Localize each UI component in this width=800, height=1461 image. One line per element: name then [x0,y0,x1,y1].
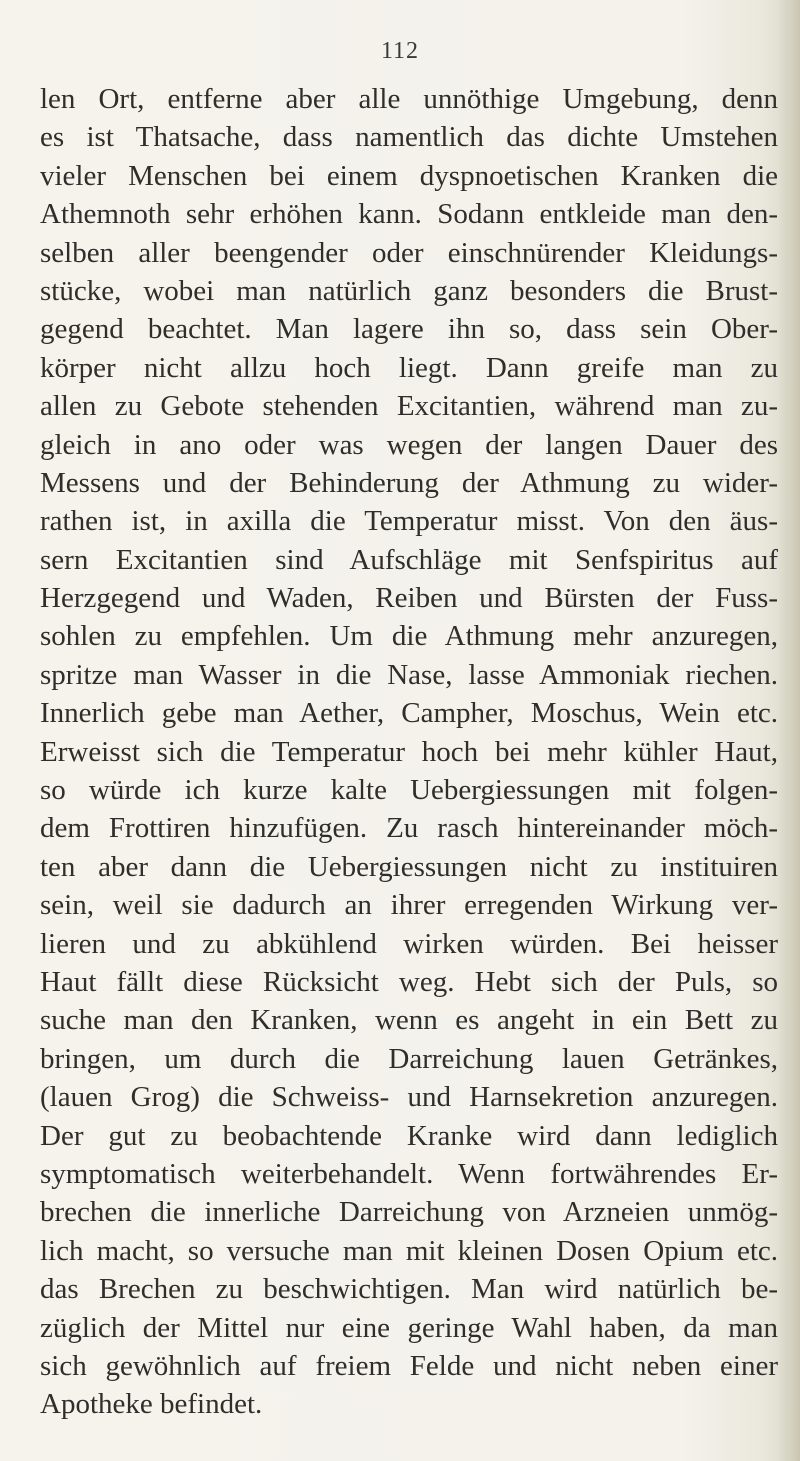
text-line: vieler Menschen bei einem dyspnoetischen Kranken die [40,159,778,192]
body-text [40,80,778,1424]
text-line: len Ort, entferne aber alle unnöthige Umgebung, denn [40,83,778,115]
text-line: Messens und der Behinderung der Athmung zu wider- [40,466,778,499]
text-line: symptomatisch weiterbehandelt. Wenn fortwährendes Er- [40,1157,778,1190]
text-line: es ist Thatsache, dass namentlich das dichte Umstehen [40,121,778,154]
text-line: allen zu Gebote stehenden Excitantien, während man zu- [40,390,778,423]
page-number: 112 [380,38,420,64]
text-line: lieren und zu abkühlend wirken würden. Bei heisser [40,927,778,960]
text-line: (lauen Grog) die Schweiss- und Harnsekretion anzuregen. [40,1081,778,1114]
text-line: selben aller beengender oder einschnürender Kleidungs- [40,236,778,269]
text-line: ten aber dann die Uebergiessungen nicht zu instituiren [40,850,778,883]
text-line: suche man den Kranken, wenn es angeht in ein Bett zu [40,1004,778,1037]
text-line: Athemnoth sehr erhöhen kann. Sodann entkleide man den- [40,198,778,231]
text-line: körper nicht allzu hoch liegt. Dann greife man zu [40,351,778,384]
text-line: Herzgegend und Waden, Reiben und Bürsten der Fuss- [40,582,778,615]
text-line: Erweisst sich die Temperatur hoch bei mehr kühler Haut, [40,735,778,768]
text-line: gegend beachtet. Man lagere ihn so, dass sein Ober- [40,313,778,346]
text-line: Innerlich gebe man Aether, Campher, Moschus, Wein etc. [40,697,778,730]
text-line: Der gut zu beobachtende Kranke wird dann lediglich [40,1119,778,1152]
text-line: spritze man Wasser in die Nase, lasse Ammoniak riechen. [40,658,778,691]
text-line: rathen ist, in axilla die Temperatur misst. Von den äus- [40,505,778,538]
text-line: Apotheke befindet. [40,1388,263,1421]
text-line: Haut fällt diese Rücksicht weg. Hebt sich der Puls, so [40,965,778,998]
text-line: sern Excitantien sind Aufschläge mit Senfspiritus auf [40,543,778,576]
text-line: lich macht, so versuche man mit kleinen Dosen Opium etc. [40,1234,778,1267]
page-edge-shadow [778,0,800,1461]
text-line: bringen, um durch die Darreichung lauen Getränkes, [40,1042,778,1075]
text-line: züglich der Mittel nur eine geringe Wahl haben, da man [40,1311,778,1344]
text-line: das Brechen zu beschwichtigen. Man wird natürlich be- [40,1273,778,1306]
text-line: gleich in ano oder was wegen der langen Dauer des [40,428,778,461]
text-line: stücke, wobei man natürlich ganz besonders die Brust- [40,274,778,307]
text-line: sich gewöhnlich auf freiem Felde und nicht neben einer [40,1349,778,1382]
text-line: sein, weil sie dadurch an ihrer erregenden Wirkung ver- [40,889,778,922]
text-line: so würde ich kurze kalte Uebergiessungen mit folgen- [40,774,778,807]
text-line: brechen die innerliche Darreichung von Arzneien unmög- [40,1196,778,1229]
text-line: dem Frottiren hinzufügen. Zu rasch hintereinander möch- [40,812,778,845]
text-line: sohlen zu empfehlen. Um die Athmung mehr anzuregen, [40,620,778,653]
